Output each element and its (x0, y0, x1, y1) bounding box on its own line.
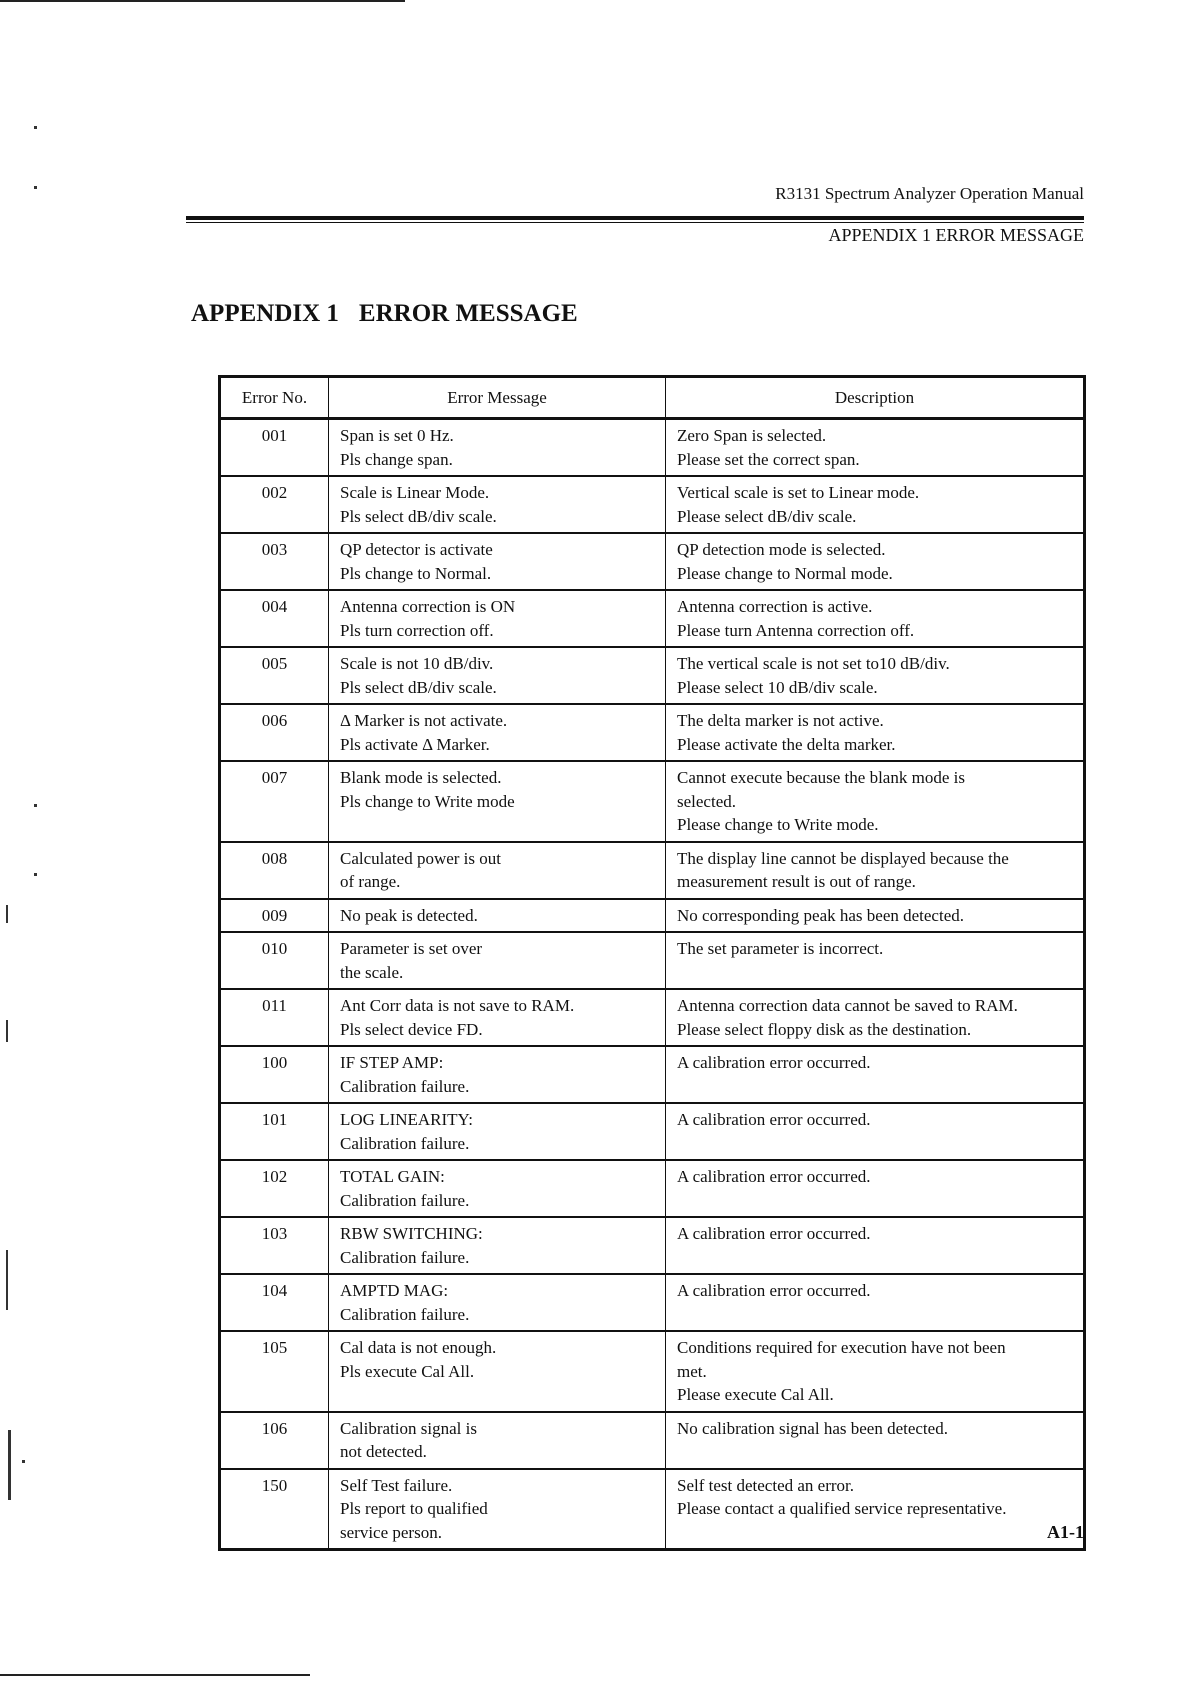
error-message-line: Pls change span. (340, 449, 453, 469)
error-number: 150 (220, 1469, 329, 1550)
error-description (666, 761, 1085, 842)
error-message-line: AMPTD MAG: (340, 1281, 449, 1300)
error-description (666, 899, 1085, 933)
error-message-line: Calibration signal is (340, 1418, 477, 1438)
scan-edge-bottom (0, 1674, 310, 1676)
scan-speck (22, 1460, 25, 1463)
error-description (666, 419, 1085, 477)
error-message-line: Pls select dB/div scale. (340, 677, 497, 697)
error-description (666, 1274, 1085, 1331)
error-description-line: Please contact a qualified service representative. (677, 1499, 1007, 1518)
table-row (220, 1160, 1085, 1217)
column-header-error-no: Error No. (220, 377, 329, 419)
error-message-line: Calibration failure. (340, 1304, 470, 1324)
table-row (220, 842, 1085, 899)
error-description-line: A calibration error occurred. (677, 1167, 871, 1186)
error-description (666, 476, 1085, 533)
error-message-line: TOTAL GAIN: (340, 1167, 445, 1186)
error-message-line: Blank mode is selected. (340, 768, 502, 787)
error-description-line: Please turn Antenna correction off. (677, 620, 915, 640)
page-number: A1-1 (1047, 1522, 1084, 1542)
error-description-line: Please set the correct span. (677, 449, 860, 469)
error-message (329, 1274, 666, 1331)
error-message-line: Calibration failure. (340, 1076, 470, 1096)
scan-mark (8, 1430, 11, 1500)
error-number: 004 (220, 590, 329, 647)
error-description-line: Please change to Normal mode. (677, 563, 893, 583)
error-description-line: The display line cannot be displayed because the (677, 848, 1009, 868)
error-message-line: Calibration failure. (340, 1247, 470, 1267)
error-description-line: Antenna correction is active. (677, 597, 873, 616)
error-description-line: QP detection mode is selected. (677, 540, 886, 559)
error-number: 102 (220, 1160, 329, 1217)
error-description-line: Please select dB/div scale. (677, 506, 857, 526)
error-description-line: met. (677, 1361, 707, 1381)
error-message (329, 476, 666, 533)
error-message (329, 761, 666, 842)
error-message (329, 842, 666, 899)
error-message-line: Δ Marker is not activate. (340, 711, 508, 730)
error-description-line: No calibration signal has been detected. (677, 1418, 948, 1438)
error-message (329, 1160, 666, 1217)
error-description-line: Please select floppy disk as the destination. (677, 1019, 972, 1039)
error-message-line: IF STEP AMP: (340, 1053, 444, 1072)
error-message (329, 1046, 666, 1103)
error-description (666, 842, 1085, 899)
appendix-label: APPENDIX 1 (191, 300, 339, 327)
error-description (666, 590, 1085, 647)
table-row (220, 1331, 1085, 1412)
table-row (220, 1046, 1085, 1103)
table-row (220, 899, 1085, 933)
error-number: 007 (220, 761, 329, 842)
header-rule-thin (186, 222, 1084, 223)
error-description-line: The vertical scale is not set to10 dB/div. (677, 654, 950, 673)
scan-speck (34, 126, 37, 129)
error-message-line: of range. (340, 872, 401, 891)
error-message (329, 1412, 666, 1469)
table-row (220, 932, 1085, 989)
error-message-line: Antenna correction is ON (340, 597, 516, 616)
error-description (666, 932, 1085, 989)
error-number: 104 (220, 1274, 329, 1331)
error-number: 105 (220, 1331, 329, 1412)
error-message (329, 989, 666, 1046)
error-message-line: No peak is detected. (340, 905, 478, 925)
error-description (666, 647, 1085, 704)
error-message-line: Calculated power is out (340, 848, 501, 868)
error-number: 100 (220, 1046, 329, 1103)
error-number: 002 (220, 476, 329, 533)
error-description-line: Antenna correction data cannot be saved to RAM. (677, 996, 1018, 1015)
error-description-line: Vertical scale is set to Linear mode. (677, 483, 920, 502)
error-description (666, 704, 1085, 761)
error-message-line: the scale. (340, 962, 404, 982)
error-message-line: QP detector is activate (340, 540, 493, 559)
error-message (329, 1217, 666, 1274)
error-description-line: The delta marker is not active. (677, 711, 884, 730)
error-number: 008 (220, 842, 329, 899)
error-description (666, 1469, 1085, 1550)
table-row (220, 704, 1085, 761)
error-message-line: not detected. (340, 1442, 427, 1461)
column-header-description: Description (666, 377, 1085, 419)
error-message-line: service person. (340, 1522, 442, 1542)
error-description-line: No corresponding peak has been detected. (677, 905, 964, 925)
error-description-line: Please select 10 dB/div scale. (677, 677, 878, 697)
error-description-line: selected. (677, 791, 736, 811)
table-row (220, 1217, 1085, 1274)
error-message (329, 899, 666, 933)
scan-speck (34, 186, 37, 189)
error-message (329, 704, 666, 761)
error-message (329, 590, 666, 647)
error-message-line: Calibration failure. (340, 1190, 470, 1210)
error-message-line: Parameter is set over (340, 939, 483, 958)
error-number: 001 (220, 419, 329, 477)
table-row (220, 1103, 1085, 1160)
scan-speck (34, 873, 37, 876)
table-row (220, 989, 1085, 1046)
error-message (329, 647, 666, 704)
error-description (666, 1046, 1085, 1103)
error-description-line: Zero Span is selected. (677, 426, 827, 445)
table-row (220, 1274, 1085, 1331)
table-row (220, 761, 1085, 842)
error-message-line: Cal data is not enough. (340, 1338, 497, 1357)
error-description-line: A calibration error occurred. (677, 1224, 871, 1243)
error-message-line: Pls select device FD. (340, 1019, 483, 1039)
error-number: 011 (220, 989, 329, 1046)
error-description (666, 1412, 1085, 1469)
error-number: 006 (220, 704, 329, 761)
error-message (329, 1331, 666, 1412)
table-row (220, 647, 1085, 704)
appendix-title: ERROR MESSAGE (358, 300, 578, 327)
error-message-line: Self Test failure. (340, 1475, 453, 1495)
error-description-line: A calibration error occurred. (677, 1281, 871, 1300)
error-number: 005 (220, 647, 329, 704)
scan-mark (6, 1020, 8, 1042)
error-number: 003 (220, 533, 329, 590)
error-message-line: Ant Corr data is not save to RAM. (340, 996, 575, 1015)
error-description-line: measurement result is out of range. (677, 872, 916, 891)
table-row (220, 533, 1085, 590)
table-row (220, 476, 1085, 533)
error-message-line: Pls execute Cal All. (340, 1361, 475, 1381)
error-description (666, 1160, 1085, 1217)
error-description (666, 1217, 1085, 1274)
error-message-line: RBW SWITCHING: (340, 1224, 483, 1243)
error-description-line: The set parameter is incorrect. (677, 939, 884, 958)
error-message (329, 932, 666, 989)
error-description (666, 533, 1085, 590)
error-description-line: Self test detected an error. (677, 1475, 855, 1495)
table-row (220, 419, 1085, 477)
error-message-line: Calibration failure. (340, 1133, 470, 1153)
error-number: 101 (220, 1103, 329, 1160)
error-message-line: Pls turn correction off. (340, 620, 494, 640)
error-message-line: Pls select dB/div scale. (340, 506, 497, 526)
error-description (666, 1331, 1085, 1412)
table-row (220, 1469, 1085, 1550)
manual-title: R3131 Spectrum Analyzer Operation Manual (775, 184, 1084, 203)
error-number: 103 (220, 1217, 329, 1274)
error-message-line: Scale is Linear Mode. (340, 483, 490, 502)
error-description-line: Please change to Write mode. (677, 815, 879, 834)
error-number: 106 (220, 1412, 329, 1469)
error-description-line: A calibration error occurred. (677, 1110, 871, 1129)
error-number: 010 (220, 932, 329, 989)
error-message-line: Pls report to qualified (340, 1499, 488, 1518)
error-number: 009 (220, 899, 329, 933)
section-header: APPENDIX 1 ERROR MESSAGE (828, 225, 1084, 245)
error-message-line: Pls change to Write mode (340, 791, 515, 811)
error-message (329, 1469, 666, 1550)
error-message-table (218, 375, 1086, 1551)
scan-mark (6, 905, 8, 923)
scan-mark (6, 1250, 8, 1310)
error-message-line: Scale is not 10 dB/div. (340, 654, 494, 673)
error-message-line: Span is set 0 Hz. (340, 426, 454, 445)
table-header-row (220, 377, 1085, 419)
table-row (220, 1412, 1085, 1469)
error-description (666, 989, 1085, 1046)
error-description-line: Please activate the delta marker. (677, 734, 896, 754)
scan-edge-top (0, 0, 405, 2)
scan-speck (34, 804, 37, 807)
error-message (329, 533, 666, 590)
header-rule (186, 216, 1084, 220)
error-message-line: Pls change to Normal. (340, 563, 492, 583)
error-message-line: LOG LINEARITY: (340, 1110, 473, 1129)
error-description-line: Cannot execute because the blank mode is (677, 768, 965, 787)
page-title (191, 300, 578, 328)
error-description-line: A calibration error occurred. (677, 1053, 871, 1072)
column-header-error-message: Error Message (329, 377, 666, 419)
error-message (329, 1103, 666, 1160)
error-message-line: Pls activate Δ Marker. (340, 734, 490, 754)
error-description-line: Please execute Cal All. (677, 1385, 834, 1404)
error-description (666, 1103, 1085, 1160)
table-row (220, 590, 1085, 647)
error-description-line: Conditions required for execution have not been (677, 1338, 1006, 1357)
error-message (329, 419, 666, 477)
